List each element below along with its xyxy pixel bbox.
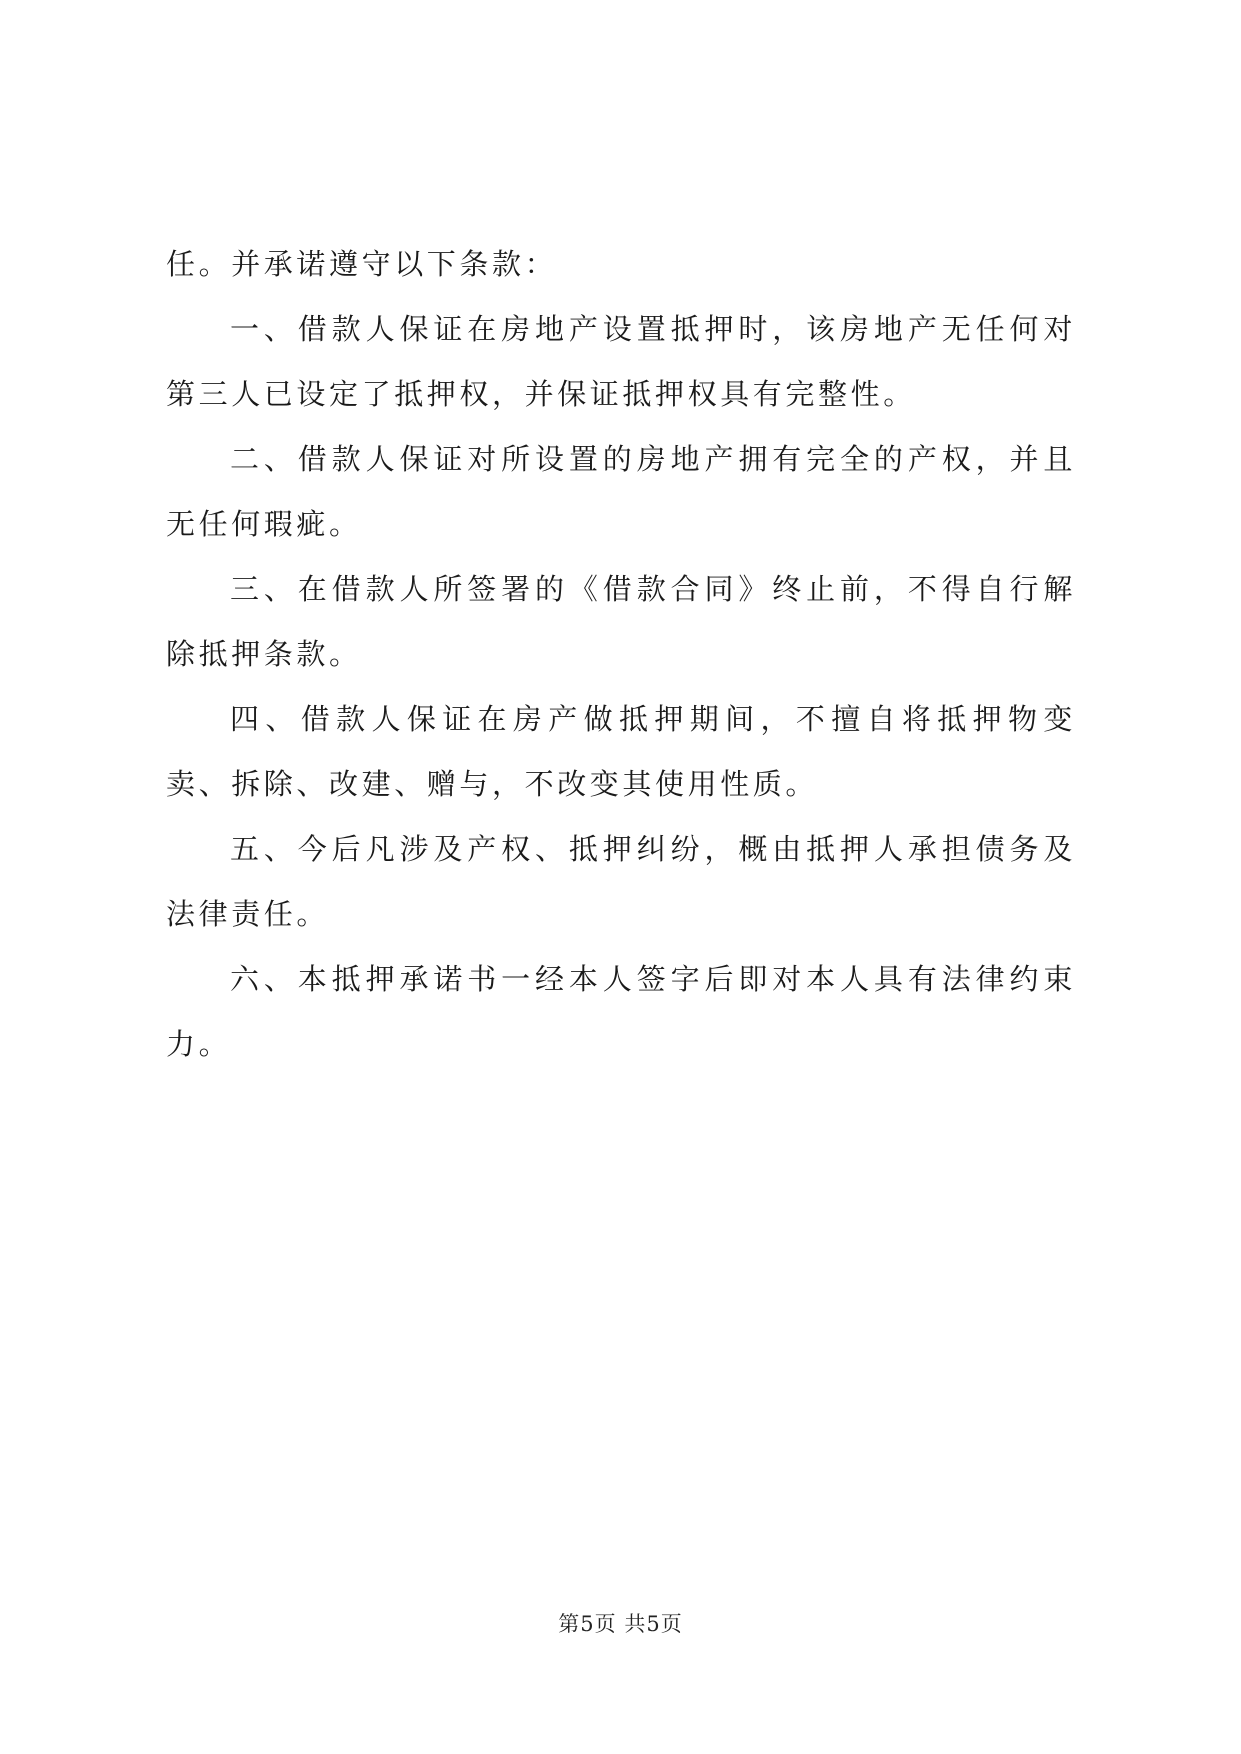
paragraph-continuation: 任。并承诺遵守以下条款： bbox=[166, 247, 558, 281]
clause-1: 一、借款人保证在房地产设置抵押时，该房地产无任何对第三人已设定了抵押权，并保证抵押权具有完整性。 bbox=[166, 312, 1076, 411]
page-number-footer: 第5页 共5页 bbox=[558, 1612, 683, 1636]
clause-3: 三、在借款人所签署的《借款合同》终止前，不得自行解除抵押条款。 bbox=[166, 572, 1076, 671]
document-body bbox=[166, 232, 1076, 1077]
clause-6: 六、本抵押承诺书一经本人签字后即对本人具有法律约束力。 bbox=[166, 962, 1076, 1061]
clause-5: 五、今后凡涉及产权、抵押纠纷，概由抵押人承担债务及法律责任。 bbox=[166, 832, 1076, 931]
clause-2: 二、借款人保证对所设置的房地产拥有完全的产权，并且无任何瑕疵。 bbox=[166, 442, 1076, 541]
clause-4: 四、借款人保证在房产做抵押期间，不擅自将抵押物变卖、拆除、改建、赠与，不改变其使用性质。 bbox=[166, 702, 1076, 801]
